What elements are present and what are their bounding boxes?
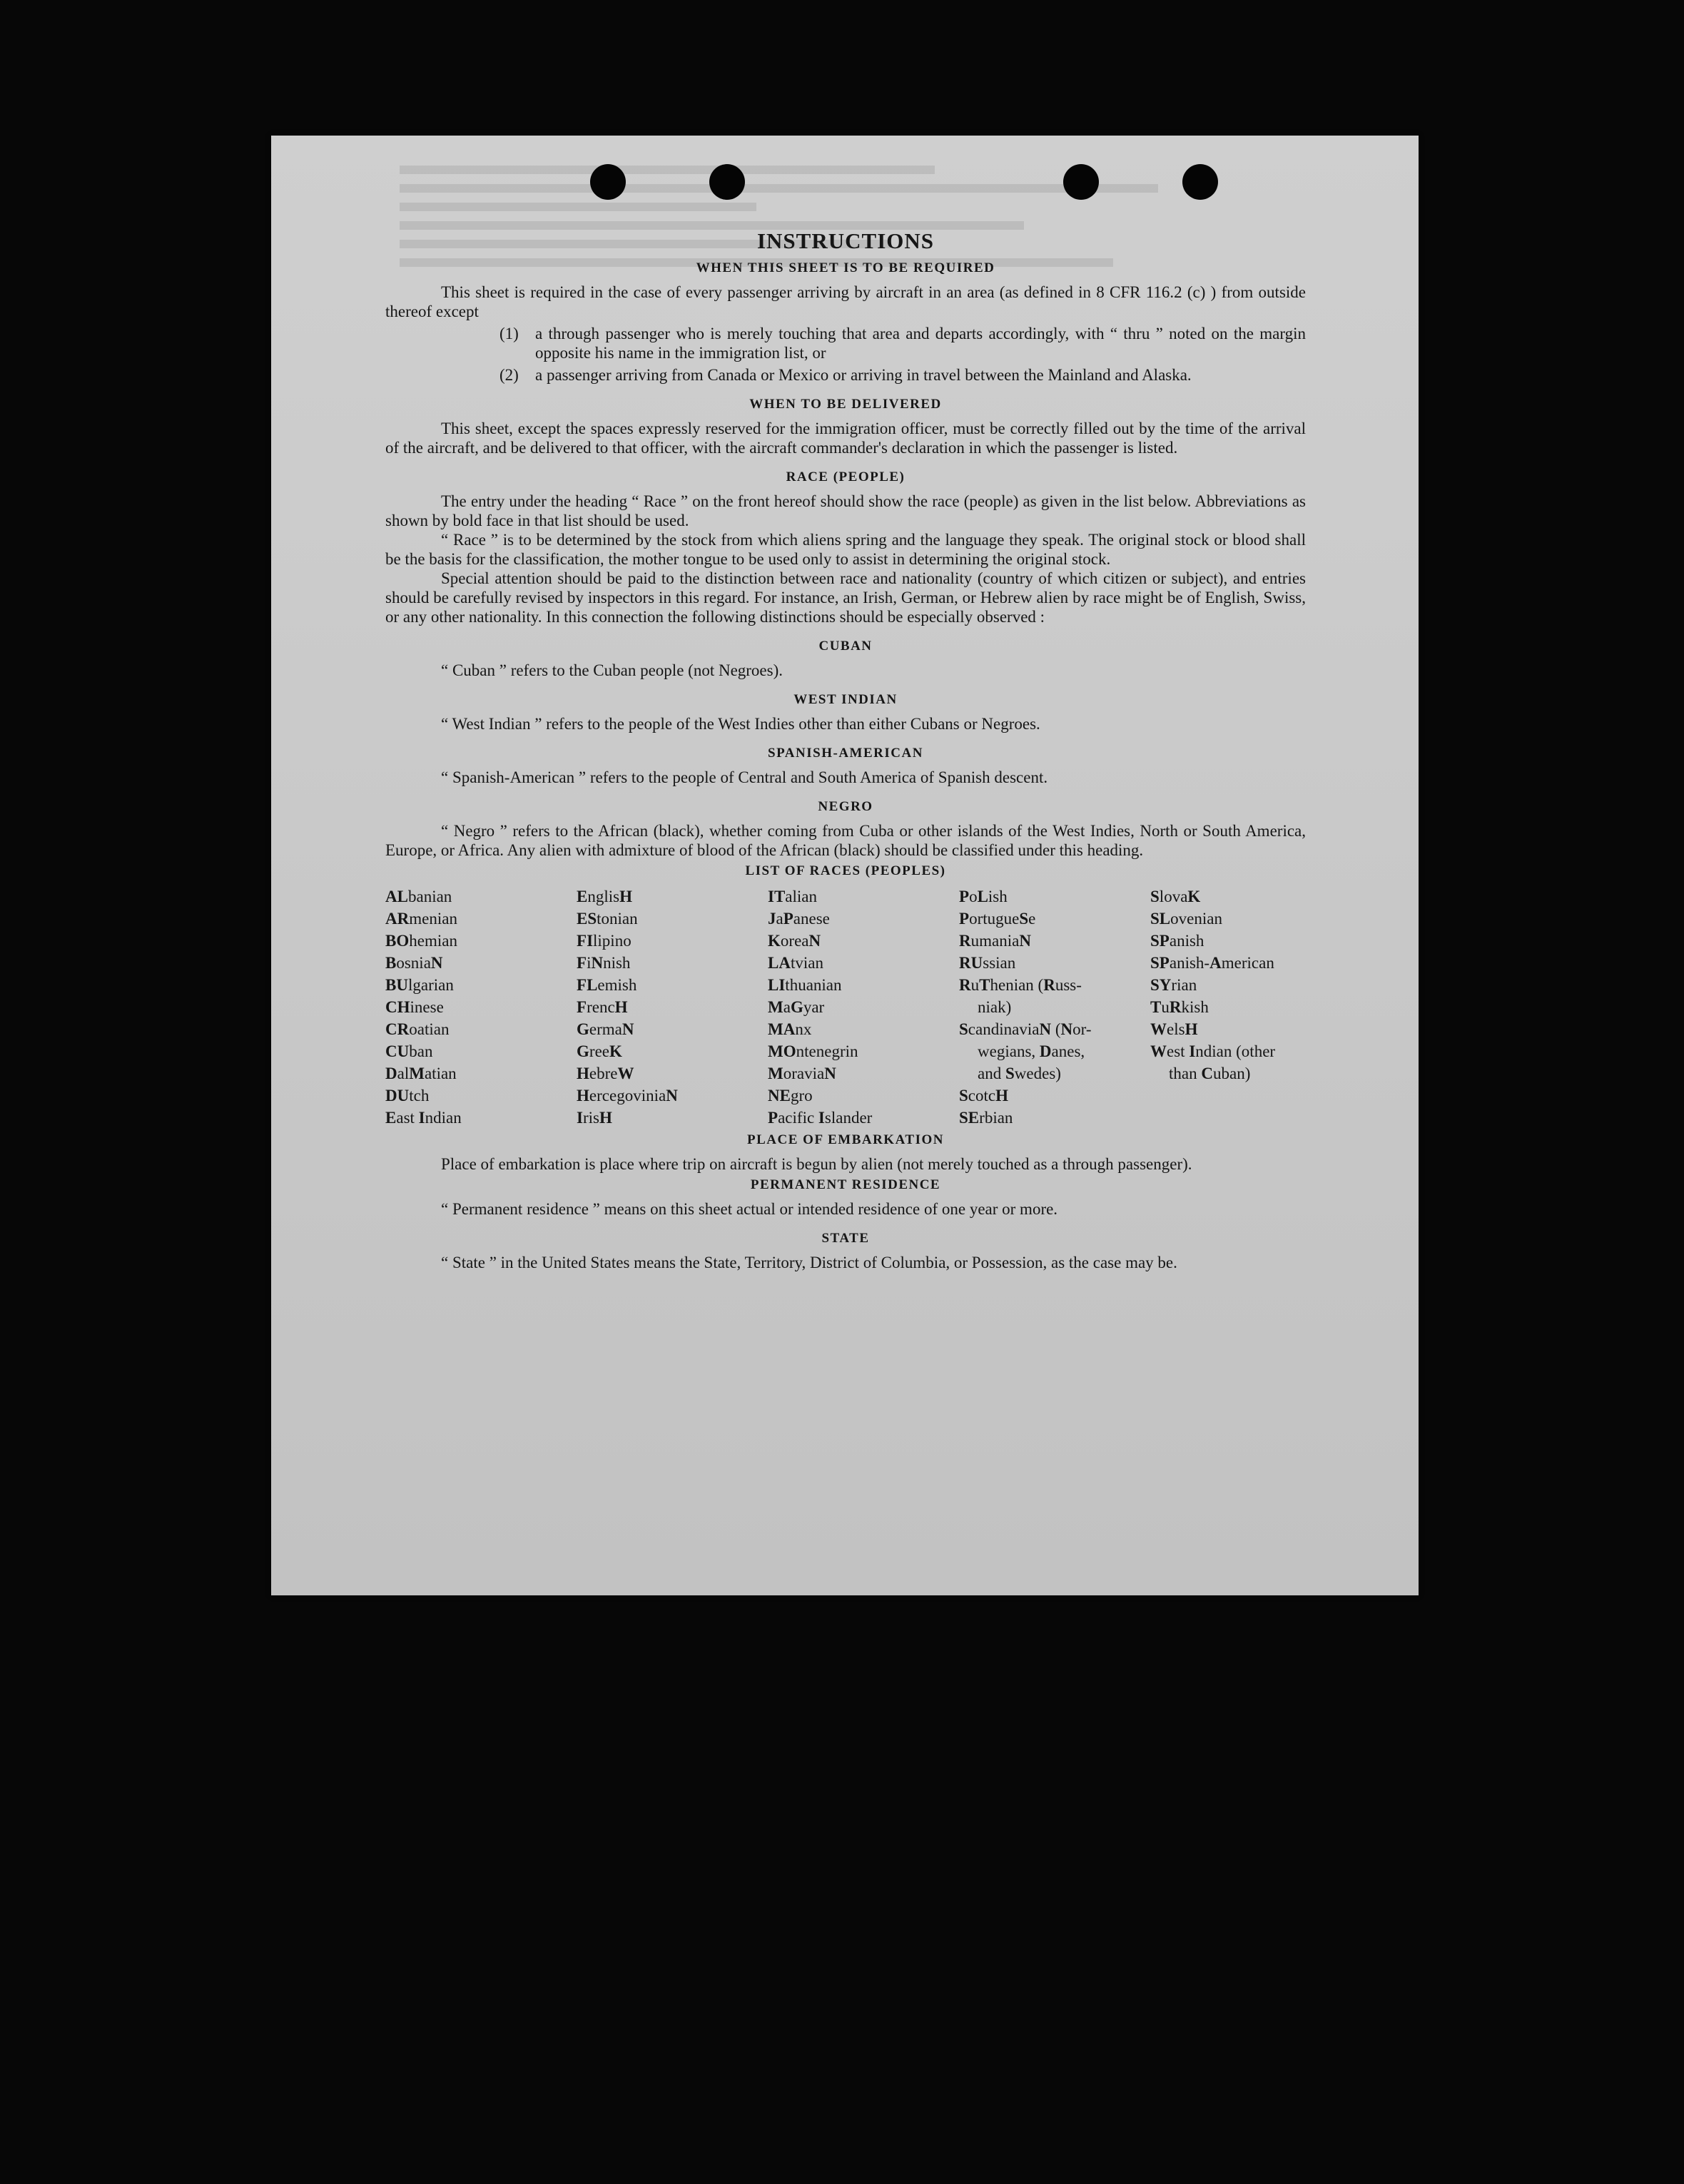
required-item [385, 365, 1306, 385]
embarkation-definition: Place of embarkation is place where trip on aircraft is begun by alien (not merely touched as a through passenger). [441, 1155, 1192, 1173]
residence-definition: “ Permanent residence ” means on this sheet actual or intended residence of one year or more. [441, 1200, 1058, 1218]
punch-hole-icon [1063, 164, 1099, 200]
item-text: a passenger arriving from Canada or Mexico or arriving in travel between the Mainland and Alaska. [535, 366, 1192, 384]
race-entry: EStonian [577, 910, 638, 928]
race-entry: FrencH [577, 998, 628, 1016]
race-entry: LIthuanian [768, 976, 842, 994]
race-entry: CUban [385, 1042, 433, 1060]
race-entry: PoLish [959, 888, 1008, 905]
race-entry: CRoatian [385, 1020, 450, 1038]
races-list [385, 885, 1306, 1129]
item-number: (2) [499, 366, 519, 384]
race-entry: ITalian [768, 888, 818, 905]
punch-hole-icon [1182, 164, 1218, 200]
race-entry: TuRkish [1150, 998, 1209, 1016]
section-heading-embarkation: PLACE OF EMBARKATION [747, 1132, 944, 1147]
race-entry-continued: and Swedes) [978, 1065, 1061, 1082]
required-intro: This sheet is required in the case of every passenger arriving by aircraft in an area (as defined in 8 CFR 116.2 (c) ) from outside thereof except [385, 283, 1306, 320]
punch-hole-icon [709, 164, 745, 200]
race-entry: FLemish [577, 976, 637, 994]
spanish-american-definition: “ Spanish-American ” refers to the people of Central and South America of Spanish descent. [441, 768, 1048, 786]
section-heading-residence: PERMANENT RESIDENCE [750, 1177, 941, 1192]
race-paragraph-3: Special attention should be paid to the distinction between race and nationality (country of which citizen or subject), and entries should be carefully revised by inspectors in this regard. For instance, an Irish, German, or Hebrew alien by race might be of English, Swiss, or any other nationality. In this connection the following distinctions should be especially observed : [385, 569, 1306, 626]
race-entry: JaPanese [768, 910, 830, 928]
race-entry: BosniaN [385, 954, 443, 972]
race-entry: SPanish-American [1150, 954, 1274, 972]
race-entry: RumaniaN [959, 932, 1031, 950]
race-entry: MaGyar [768, 998, 825, 1016]
race-entry: LAtvian [768, 954, 823, 972]
race-entry: SYrian [1150, 976, 1197, 994]
race-entry: ScandinaviaN (Nor- [959, 1020, 1092, 1038]
races-column-3 [768, 885, 959, 1129]
race-paragraph-2: “ Race ” is to be determined by the stock from which aliens spring and the language they speak. The original stock or blood shall be the basis for the classification, the mother tongue to be used only to assist in determining the original stock. [385, 531, 1306, 568]
race-entry: SPanish [1150, 932, 1204, 950]
page-title: INSTRUCTIONS [756, 228, 934, 253]
section-heading-race: RACE (PEOPLE) [786, 469, 906, 484]
race-paragraph-1: The entry under the heading “ Race ” on the front hereof should show the race (people) as given in the list below. Abbreviations as shown by bold face in that list should be used. [385, 492, 1306, 529]
race-entry-continued: wegians, Danes, [978, 1042, 1085, 1060]
west-indian-definition: “ West Indian ” refers to the people of the West Indies other than either Cubans or Negroes. [441, 715, 1040, 733]
race-entry: DUtch [385, 1087, 430, 1104]
section-heading-cuban: CUBAN [818, 639, 873, 654]
races-column-2 [577, 885, 768, 1129]
race-entry: BUlgarian [385, 976, 454, 994]
race-entry: PortugueSe [959, 910, 1036, 928]
race-entry: WelsH [1150, 1020, 1198, 1038]
race-entry: SErbian [959, 1109, 1013, 1127]
item-text: a through passenger who is merely touching that area and departs accordingly, with “ thru ” noted on the margin opposite his name in the immigration list, or [535, 325, 1306, 362]
races-column-4 [959, 885, 1150, 1129]
section-heading-required: WHEN THIS SHEET IS TO BE REQUIRED [696, 260, 995, 275]
punch-hole-icon [590, 164, 626, 200]
state-definition: “ State ” in the United States means the State, Territory, District of Columbia, or Possession, as the case may be. [441, 1254, 1177, 1271]
race-entry: RUssian [959, 954, 1016, 972]
race-entry: MoraviaN [768, 1065, 836, 1082]
race-entry: ScotcH [959, 1087, 1009, 1104]
section-heading-state: STATE [821, 1231, 870, 1246]
race-entry: GermaN [577, 1020, 634, 1038]
races-column-5 [1150, 885, 1307, 1129]
race-entry: FiNnish [577, 954, 631, 972]
section-heading-negro: NEGRO [818, 799, 873, 814]
negro-definition: “ Negro ” refers to the African (black), whether coming from Cuba or other islands of the West Indies, North or South America, Europe, or Africa. Any alien with admixture of blood of the African (black) should be classified under this heading. [385, 822, 1306, 859]
section-heading-spanish-american: SPANISH-AMERICAN [768, 746, 923, 761]
race-entry: BOhemian [385, 932, 457, 950]
section-heading-west-indian: WEST INDIAN [793, 692, 898, 707]
race-entry: KoreaN [768, 932, 821, 950]
race-entry: GreeK [577, 1042, 622, 1060]
races-column-1 [385, 885, 577, 1129]
race-entry: DalMatian [385, 1065, 457, 1082]
race-entry: ALbanian [385, 888, 452, 905]
race-entry: CHinese [385, 998, 444, 1016]
race-entry: SLovenian [1150, 910, 1222, 928]
race-entry: NEgro [768, 1087, 813, 1104]
cuban-definition: “ Cuban ” refers to the Cuban people (not Negroes). [441, 661, 783, 679]
race-entry: RuThenian (Russ- [959, 976, 1082, 994]
race-entry: ARmenian [385, 910, 457, 928]
race-entry: Pacific Islander [768, 1109, 873, 1127]
required-item [385, 324, 1306, 362]
delivered-text: This sheet, except the spaces expressly reserved for the immigration officer, must be correctly filled out by the time of the arrival of the aircraft, and be delivered to that officer, with the aircraft commander's declaration in which the passenger is listed. [385, 420, 1306, 457]
item-number: (1) [499, 325, 519, 342]
race-entry: IrisH [577, 1109, 612, 1127]
race-entry: MOntenegrin [768, 1042, 858, 1060]
race-entry: West Indian (other [1150, 1042, 1276, 1060]
race-entry-continued: than Cuban) [1169, 1065, 1251, 1082]
document-sheet [271, 136, 1419, 1595]
race-entry: SlovaK [1150, 888, 1201, 905]
race-entry: HercegoviniaN [577, 1087, 678, 1104]
race-entry: FIlipino [577, 932, 632, 950]
section-heading-delivered: WHEN TO BE DELIVERED [749, 397, 942, 412]
race-entry: HebreW [577, 1065, 634, 1082]
race-entry: East Indian [385, 1109, 462, 1127]
section-heading-list-of-races: LIST OF RACES (PEOPLES) [745, 863, 946, 878]
instructions-content [385, 228, 1306, 1272]
race-entry-continued: niak) [978, 998, 1012, 1016]
race-entry: EnglisH [577, 888, 632, 905]
race-entry: MAnx [768, 1020, 812, 1038]
